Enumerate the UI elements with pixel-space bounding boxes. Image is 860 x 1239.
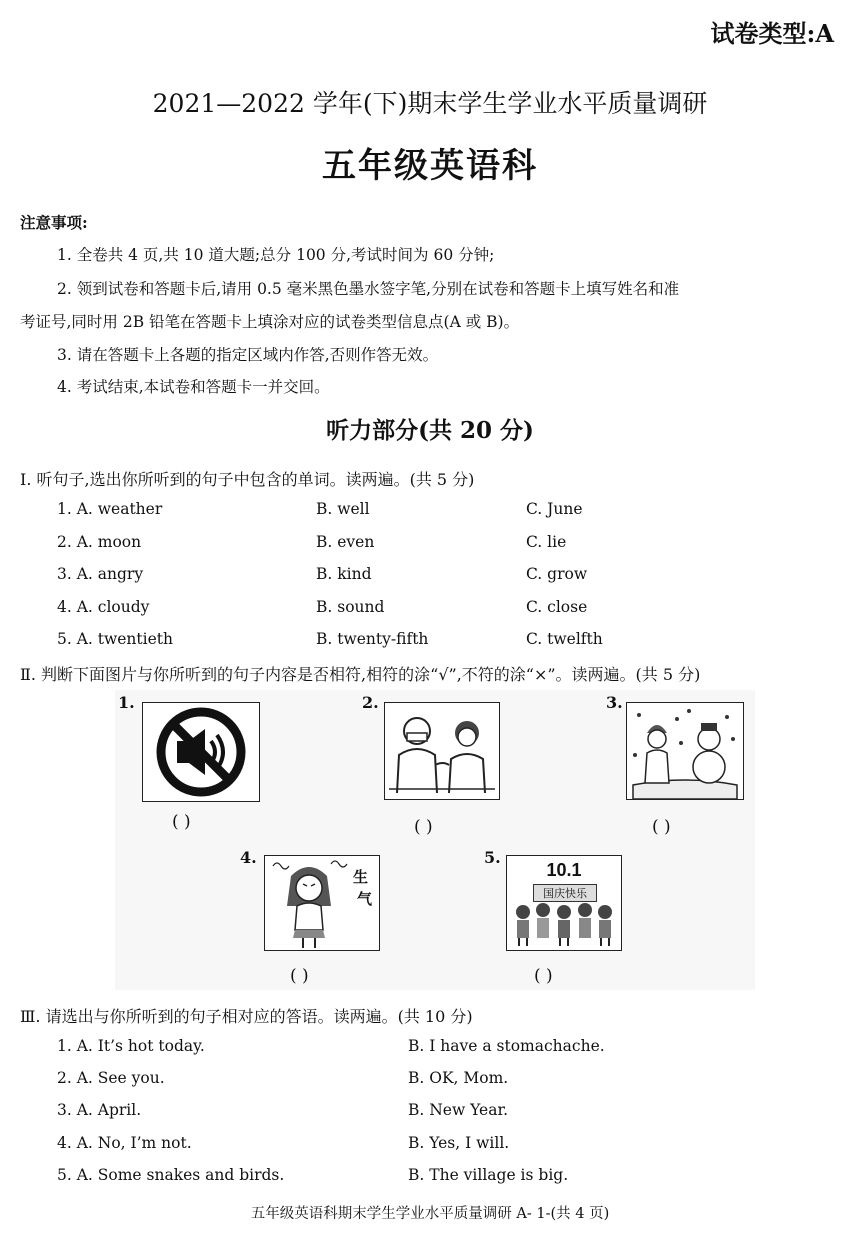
answer-paren[interactable]: ( ) [172, 812, 191, 832]
picture-number: 2. [362, 693, 379, 712]
part1-title: Ⅰ. 听句子,选出你所听到的句子中包含的单词。读两遍。(共 5 分) [20, 470, 475, 489]
picture-5-frame [506, 855, 622, 951]
paper-type: 试卷类型:A [710, 19, 834, 48]
option: B. kind [316, 565, 372, 583]
option: C. lie [526, 533, 567, 551]
option: 5. A. twentieth [57, 630, 173, 648]
notice-heading: 注意事项: [20, 213, 88, 232]
no-sound-icon [143, 703, 259, 801]
option: 4. A. cloudy [57, 598, 150, 616]
picture-3-frame [626, 702, 744, 800]
caption-text: 气 [357, 890, 373, 908]
option: B. even [316, 533, 375, 551]
caption-text: 国庆快乐 [533, 884, 597, 902]
snow-scene-icon [627, 703, 743, 799]
option: 3. A. April. [57, 1101, 142, 1119]
option: B. twenty-fifth [316, 630, 429, 648]
listening-section-title: 听力部分(共 20 分) [326, 417, 534, 444]
option: B. The village is big. [408, 1166, 569, 1184]
caption-text: 10.1 [546, 860, 582, 880]
picture-1-frame [142, 702, 260, 802]
picture-number: 4. [240, 848, 257, 867]
option: 2. A. moon [57, 533, 142, 551]
notice-item: 1. 全卷共 4 页,共 10 道大题;总分 100 分,考试时间为 60 分钟; [57, 246, 495, 264]
option: 2. A. See you. [57, 1069, 165, 1087]
exam-title: 2021—2022 学年(下)期末学生学业水平质量调研 [152, 89, 708, 118]
picture-2-frame [384, 702, 500, 800]
notice-item: 2. 领到试卷和答题卡后,请用 0.5 毫米黑色墨水签字笔,分别在试卷和答题卡上填写姓名和准 [57, 280, 680, 298]
option: 4. A. No, I’m not. [57, 1134, 192, 1152]
picture-4-frame [264, 855, 380, 951]
option: B. New Year. [408, 1101, 509, 1119]
answer-paren[interactable]: ( ) [414, 817, 433, 837]
option: C. June [526, 500, 583, 518]
picture-number: 3. [606, 693, 623, 712]
option: B. I have a stomachache. [408, 1037, 605, 1055]
option: C. close [526, 598, 588, 616]
answer-paren[interactable]: ( ) [652, 817, 671, 837]
option: 3. A. angry [57, 565, 144, 583]
option: 1. A. weather [57, 500, 163, 518]
answer-paren[interactable]: ( ) [290, 966, 309, 986]
answer-paren[interactable]: ( ) [534, 966, 553, 986]
option: B. Yes, I will. [408, 1134, 510, 1152]
option: 1. A. It’s hot today. [57, 1037, 205, 1055]
picture-number: 5. [484, 848, 501, 867]
page-footer: 五年级英语科期末学生学业水平质量调研 A- 1-(共 4 页) [250, 1206, 610, 1222]
option: B. well [316, 500, 370, 518]
notice-item: 4. 考试结束,本试卷和答题卡一并交回。 [57, 378, 330, 396]
notice-item: 3. 请在答题卡上各题的指定区域内作答,否则作答无效。 [57, 346, 439, 364]
doctor-patient-icon [385, 703, 499, 799]
option: B. sound [316, 598, 385, 616]
option: 5. A. Some snakes and birds. [57, 1166, 285, 1184]
national-day-icon [507, 900, 621, 950]
part3-title: Ⅲ. 请选出与你所听到的句子相对应的答语。读两遍。(共 10 分) [20, 1007, 473, 1026]
caption-text: 生 [353, 868, 369, 886]
subject-title: 五年级英语科 [322, 146, 538, 186]
option: C. grow [526, 565, 588, 583]
option: B. OK, Mom. [408, 1069, 509, 1087]
picture-number: 1. [118, 693, 135, 712]
option: C. twelfth [526, 630, 603, 648]
part2-title: Ⅱ. 判断下面图片与你所听到的句子内容是否相符,相符的涂“√”,不符的涂“×”。读两遍。(共 5 分) [20, 665, 701, 684]
notice-item: 考证号,同时用 2B 铅笔在答题卡上填涂对应的试卷类型信息点(A 或 B)。 [20, 313, 520, 331]
